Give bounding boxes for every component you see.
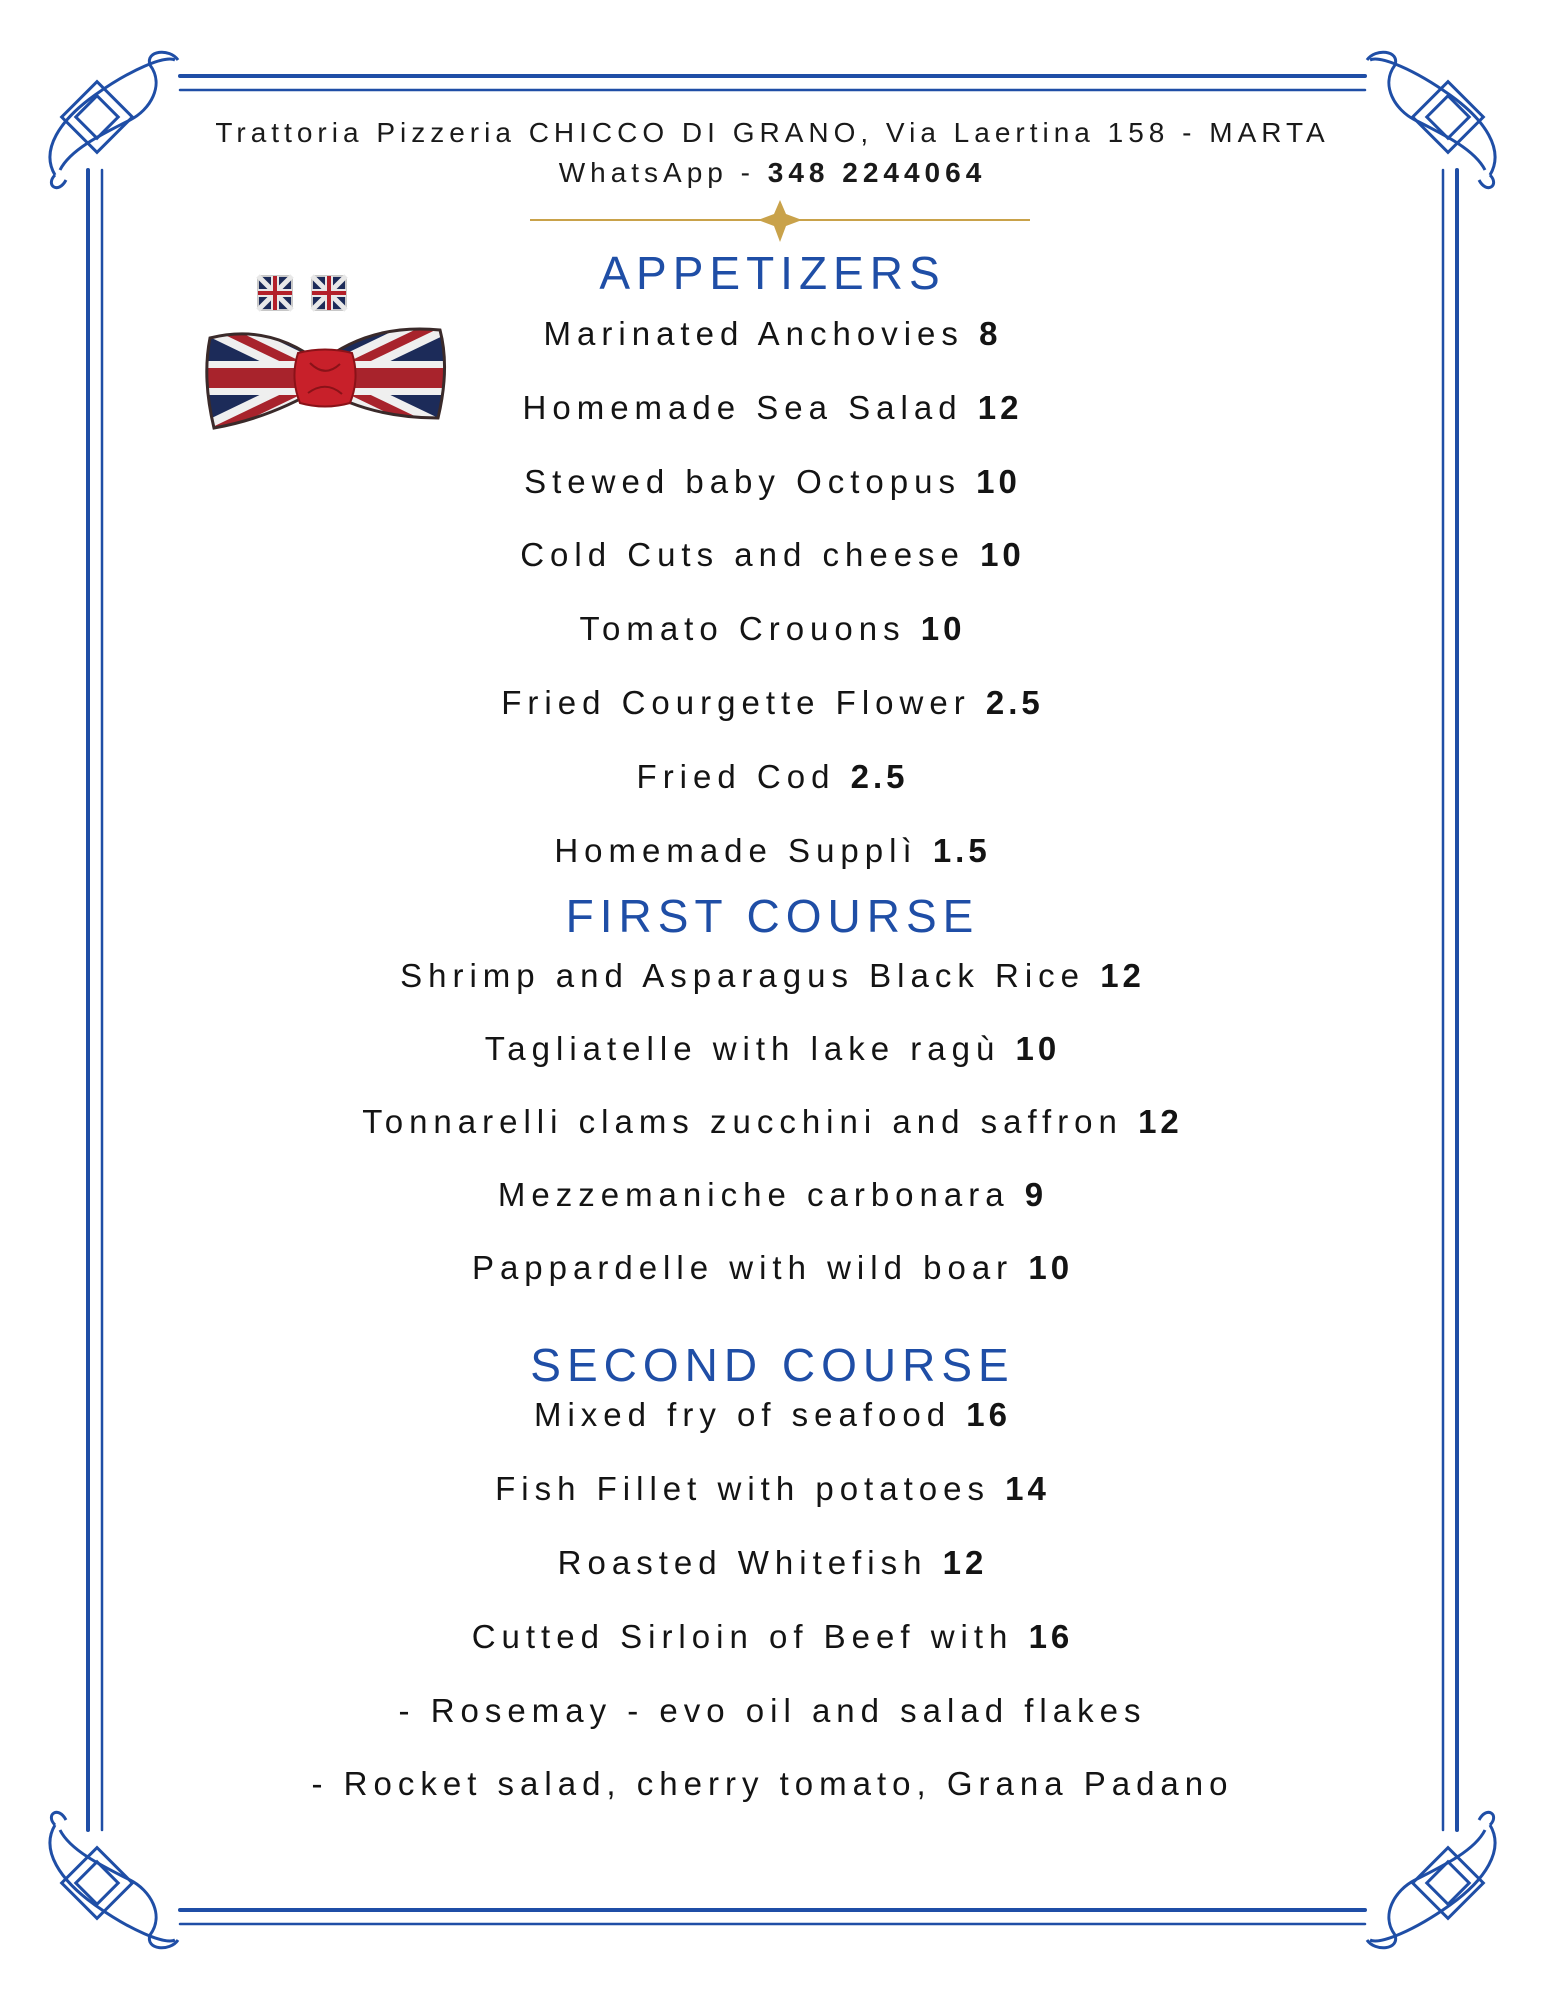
item-price: 2.5 bbox=[985, 684, 1044, 721]
item-price: 10 bbox=[1028, 1249, 1074, 1286]
menu-item bbox=[0, 1103, 1545, 1141]
item-price: 2.5 bbox=[850, 758, 909, 795]
item-price: 10 bbox=[980, 536, 1025, 573]
item-name: Marinated Anchovies bbox=[543, 315, 964, 352]
section-title-first-course: FIRST COURSE bbox=[565, 890, 980, 942]
item-name: - Rosemay - evo oil and salad flakes bbox=[398, 1692, 1147, 1729]
item-price: 9 bbox=[1024, 1176, 1048, 1213]
item-name: Cutted Sirloin of Beef with bbox=[471, 1618, 1014, 1655]
item-price: 10 bbox=[920, 610, 966, 647]
section-title-appetizers: APPETIZERS bbox=[599, 247, 946, 299]
item-name: Fish Fillet with potatoes bbox=[495, 1470, 990, 1507]
whatsapp-line bbox=[0, 157, 1545, 189]
menu-item-option bbox=[0, 1765, 1545, 1803]
menu-item bbox=[0, 1176, 1545, 1214]
item-price: 1.5 bbox=[932, 832, 991, 869]
item-name: Tomato Crouons bbox=[579, 610, 906, 647]
item-price: 8 bbox=[979, 315, 1002, 352]
item-name: Stewed baby Octopus bbox=[524, 463, 961, 500]
menu-item bbox=[0, 315, 1545, 353]
item-name: Mixed fry of seafood bbox=[533, 1396, 952, 1433]
menu-item bbox=[0, 1544, 1545, 1582]
item-name: Homemade Sea Salad bbox=[522, 389, 963, 426]
menu-item bbox=[0, 957, 1545, 995]
item-name: Shrimp and Asparagus Black Rice bbox=[400, 957, 1086, 994]
item-name: Homemade Supplì bbox=[554, 832, 918, 869]
whatsapp-label: WhatsApp - bbox=[558, 157, 768, 188]
menu-item-option bbox=[0, 1692, 1545, 1730]
item-name: Roasted Whitefish bbox=[557, 1544, 928, 1581]
menu-item bbox=[0, 1618, 1545, 1656]
menu-item bbox=[0, 758, 1545, 796]
item-price: 12 bbox=[977, 389, 1023, 426]
phone-number: 348 2244064 bbox=[767, 157, 987, 188]
menu-item bbox=[0, 1030, 1545, 1068]
item-name: Cold Cuts and cheese bbox=[520, 536, 965, 573]
gold-star-divider-icon bbox=[530, 198, 1030, 248]
item-name: Tagliatelle with lake ragù bbox=[484, 1030, 1001, 1067]
menu-item bbox=[0, 610, 1545, 648]
item-price: 16 bbox=[1028, 1618, 1074, 1655]
item-price: 12 bbox=[942, 1544, 988, 1581]
item-name: Pappardelle with wild boar bbox=[471, 1249, 1014, 1286]
menu-item bbox=[0, 389, 1545, 427]
item-price: 12 bbox=[1138, 1103, 1183, 1140]
menu-item bbox=[0, 536, 1545, 574]
item-price: 16 bbox=[966, 1396, 1012, 1433]
section-title-second-course: SECOND COURSE bbox=[530, 1339, 1015, 1391]
item-name: Fried Cod bbox=[636, 758, 836, 795]
item-name: Mezzemaniche carbonara bbox=[497, 1176, 1010, 1213]
item-price: 14 bbox=[1005, 1470, 1050, 1507]
menu-item bbox=[0, 463, 1545, 501]
menu-item bbox=[0, 832, 1545, 870]
item-name: - Rocket salad, cherry tomato, Grana Padano bbox=[311, 1765, 1234, 1802]
menu-item bbox=[0, 1249, 1545, 1287]
menu-item bbox=[0, 1396, 1545, 1434]
item-name: Fried Courgette Flower bbox=[501, 684, 971, 721]
item-price: 10 bbox=[1015, 1030, 1061, 1067]
item-name: Tonnarelli clams zucchini and saffron bbox=[362, 1103, 1123, 1140]
menu-item bbox=[0, 684, 1545, 722]
restaurant-address: Trattoria Pizzeria CHICCO DI GRANO, Via Laertina 158 - MARTA bbox=[215, 117, 1330, 148]
item-price: 10 bbox=[976, 463, 1021, 500]
item-price: 12 bbox=[1100, 957, 1145, 994]
menu-item bbox=[0, 1470, 1545, 1508]
